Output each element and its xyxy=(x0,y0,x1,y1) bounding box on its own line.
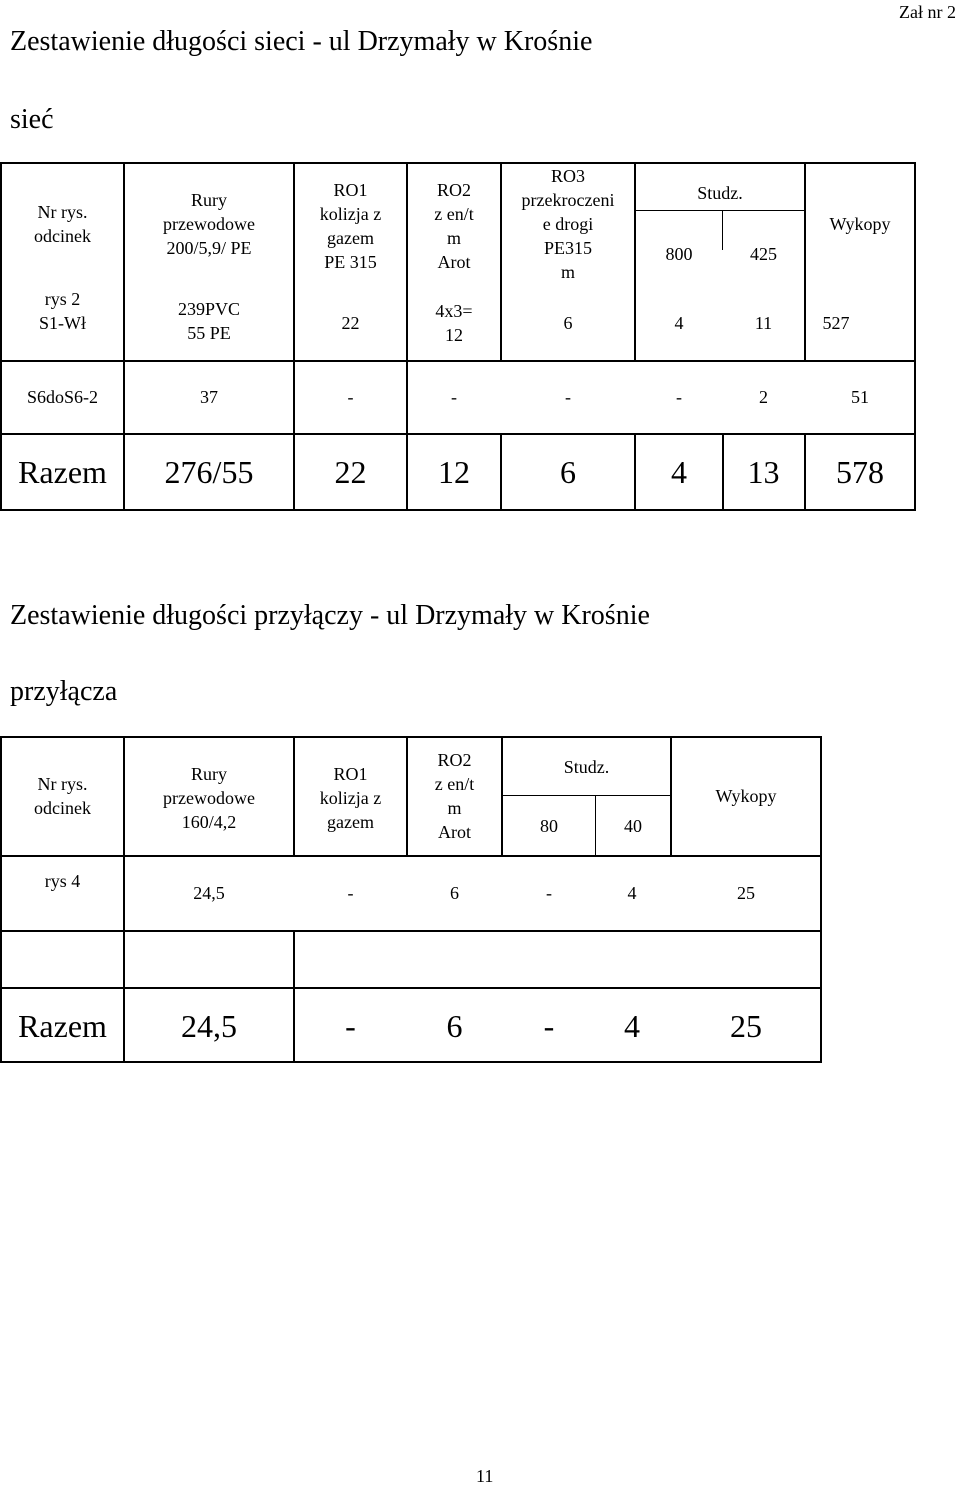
header-ro1: RO1 kolizja z gazem PE 315 xyxy=(319,180,382,272)
row1-wykopy: 527 xyxy=(822,313,850,333)
row2-ro1: - xyxy=(347,387,354,407)
t2-header-studz-40: 40 xyxy=(624,816,642,836)
row2-ro2: - xyxy=(451,387,457,407)
row1-studz-800: 4 xyxy=(674,313,684,333)
section1-title: Zestawienie długości sieci - ul Drzymały w Krośnie xyxy=(10,26,593,57)
total-ro3: 6 xyxy=(560,454,576,490)
total-studz-800: 4 xyxy=(671,454,687,490)
total-studz-425: 13 xyxy=(747,454,780,490)
row1-ro1: 22 xyxy=(341,313,360,333)
t2-header-ro2: RO2 z en/t m Arot xyxy=(434,750,475,842)
t2-row1-rury: 24,5 xyxy=(193,883,225,903)
total-wykopy: 578 xyxy=(836,454,884,490)
total-ro1: 22 xyxy=(334,454,367,490)
t2-total-studz-40: 4 xyxy=(624,1008,640,1044)
t2-total-label: Razem xyxy=(18,1008,107,1044)
header-wykopy: Wykopy xyxy=(829,214,891,234)
t2-total-wykopy: 25 xyxy=(730,1008,762,1044)
row2-wykopy: 51 xyxy=(851,387,869,407)
header-rury: Rury przewodowe 200/5,9/ PE xyxy=(163,190,255,258)
row2-studz-425: 2 xyxy=(759,387,768,407)
section1-subtitle: sieć xyxy=(10,104,54,135)
row1-studz-425: 11 xyxy=(754,313,773,333)
row1-nr: rys 2 S1-Wł xyxy=(39,289,86,333)
t2-header-studz: Studz. xyxy=(563,757,610,777)
t2-header-studz-80: 80 xyxy=(540,816,558,836)
header-ro3: RO3 przekroczeni e drogi PE315 m xyxy=(521,166,615,282)
t2-header-nr-rys: Nr rys. odcinek xyxy=(34,774,91,818)
row1-rury: 239PVC 55 PE xyxy=(177,299,240,343)
t2-header-rury: Rury przewodowe 160/4,2 xyxy=(163,764,255,832)
t2-header-ro1: RO1 kolizja z gazem xyxy=(319,764,382,832)
row1-ro2: 4x3= 12 xyxy=(435,301,473,345)
t2-row1-ro2: 6 xyxy=(450,883,459,903)
row2-rury: 37 xyxy=(200,387,218,407)
header-studz-800: 800 xyxy=(665,244,693,264)
row2-nr: S6doS6-2 xyxy=(26,387,98,407)
total-rury: 276/55 xyxy=(164,454,254,490)
t2-total-ro2: 6 xyxy=(446,1008,463,1044)
row1-ro3: 6 xyxy=(563,313,573,333)
total-label: Razem xyxy=(18,454,107,490)
attachment-label: Zał nr 2 xyxy=(899,2,956,22)
page-number: 11 xyxy=(476,1466,494,1486)
section2-title: Zestawienie długości przyłączy - ul Drzymały w Krośnie xyxy=(10,600,650,631)
header-studz: Studz. xyxy=(697,183,743,203)
t2-header-wykopy: Wykopy xyxy=(715,786,777,806)
total-ro2: 12 xyxy=(438,454,470,490)
header-studz-425: 425 xyxy=(750,244,777,264)
header-nr-rys: Nr rys. odcinek xyxy=(34,202,91,246)
t2-row1-studz-80: - xyxy=(546,883,552,903)
row2-studz-800: - xyxy=(676,387,682,407)
t2-row1-studz-40: 4 xyxy=(627,883,637,903)
t2-row1-nr: rys 4 xyxy=(44,871,81,891)
t2-total-studz-80: - xyxy=(543,1008,555,1044)
t2-total-rury: 24,5 xyxy=(181,1008,237,1044)
section2-subtitle: przyłącza xyxy=(10,676,118,707)
row2-ro3: - xyxy=(565,387,571,407)
t2-total-ro1: - xyxy=(345,1008,356,1044)
t2-row1-wykopy: 25 xyxy=(737,883,755,903)
t2-row1-ro1: - xyxy=(347,883,354,903)
header-ro2: RO2 z en/t m Arot xyxy=(434,180,474,272)
